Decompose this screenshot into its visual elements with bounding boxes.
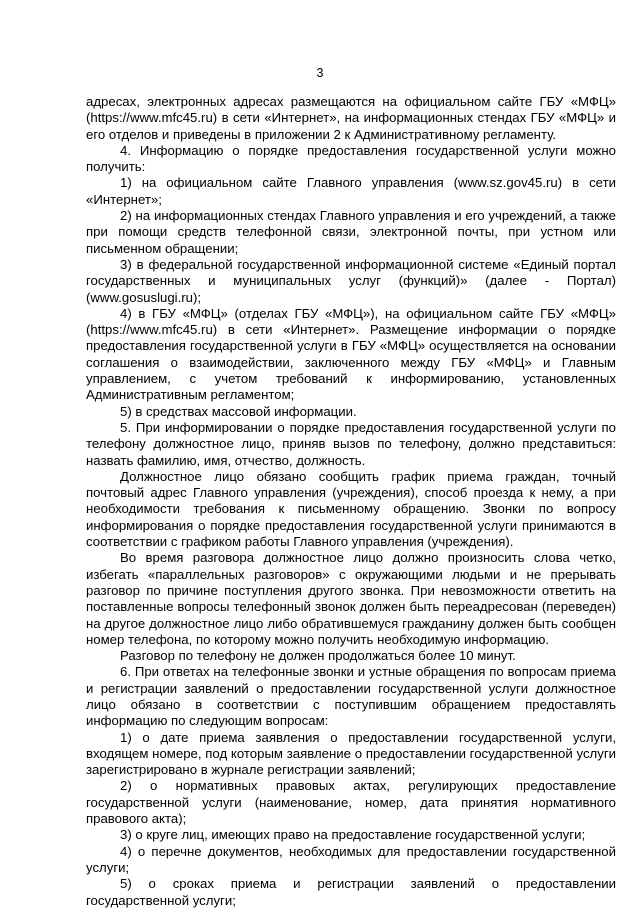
paragraph: 5. При информировании о порядке предоставления государственной услуги по телефону должностное лицо, приняв вызов по телефону, должно представиться: назвать фамилию, имя, отчество, должность. — [86, 419, 616, 468]
paragraph: 4) в ГБУ «МФЦ» (отделах ГБУ «МФЦ»), на официальном сайте ГБУ «МФЦ» (https://www.mfc45.ru) в сети «Интернет». Размещение информации о порядке предоставления государственной услуги в ГБУ «МФЦ» осуществляется на основании соглашения о взаимодействии, заключенного между ГБУ «МФЦ» и Главным управлением, с учетом требований к информированию, установленных Административным регламентом; — [86, 305, 616, 403]
paragraph: 2) на информационных стендах Главного управления и его учреждений, а также при помощи средств телефонной связи, электронной почты, при устном или письменном обращении; — [86, 208, 616, 256]
paragraph: 1) на официальном сайте Главного управления (www.sz.gov45.ru) в сети «Интернет»; — [86, 175, 616, 207]
paragraph: 3) о круге лиц, имеющих право на предоставление государственной услуги; — [120, 827, 586, 843]
paragraph: 5) о сроках приема и регистрации заявлений о предоставлении государственной услуги; — [86, 876, 616, 908]
paragraph: адресах, электронных адресах размещаются на официальном сайте ГБУ «МФЦ» (https://www.mfc45.ru) в сети «Интернет», на информационных стендах ГБУ «МФЦ» и его отделов и приведены в приложении 2 к Административному регламенту. — [86, 94, 616, 142]
paragraph: Должностное лицо обязано сообщить график приема граждан, точный почтовый адрес Главного управления (учреждения), способ проезда к нему, а при необходимости требования к письменному обращению. Звонки по вопросу информирования о порядке предоставления государственной услуги принимаются в соответствии с графиком работы Главного управления (учреждения). — [86, 468, 616, 550]
document-body — [86, 94, 616, 909]
paragraph: 4. Информацию о порядке предоставления государственной услуги можно получить: — [86, 142, 616, 175]
paragraph: 5) в средствах массовой информации. — [120, 403, 357, 419]
paragraph: 4) о перечне документов, необходимых для предоставлении государственной услуги; — [86, 843, 616, 875]
paragraph: 1) о дате приема заявления о предоставлении государственной услуги, входящем номере, под которым заявление о предоставлении государственной услуги зарегистрировано в журнале регистрации заявлений; — [86, 729, 616, 778]
paragraph: Во время разговора должностное лицо должно произносить слова четко, избегать «параллельных разговоров» с окружающими людьми и не прерывать разговор по причине поступления другого звонка. При невозможности ответить на поставленные вопросы телефонный звонок должен быть переадресован (переведен) на другое должностное лицо либо обратившемуся гражданину должен быть сообщен номер телефона, по которому можно получить необходимую информацию. — [86, 550, 616, 647]
paragraph: 6. При ответах на телефонные звонки и устные обращения по вопросам приема и регистрации заявлений о предоставлении государственной услуги должностное лицо обязано в соответствии с поступившим обращением предоставлять информацию по следующим вопросам: — [86, 664, 616, 729]
paragraph: 2) о нормативных правовых актах, регулирующих предоставление государственной услуги (наименование, номер, дата принятия нормативного правового акта); — [86, 778, 616, 827]
paragraph: 3) в федеральной государственной информационной системе «Единый портал государственных и муниципальных услуг (функций)» (далее - Портал) (www.gosuslugi.ru); — [86, 256, 616, 305]
paragraph: Разговор по телефону не должен продолжаться более 10 минут. — [120, 648, 516, 664]
page-number: 3 — [316, 66, 324, 80]
